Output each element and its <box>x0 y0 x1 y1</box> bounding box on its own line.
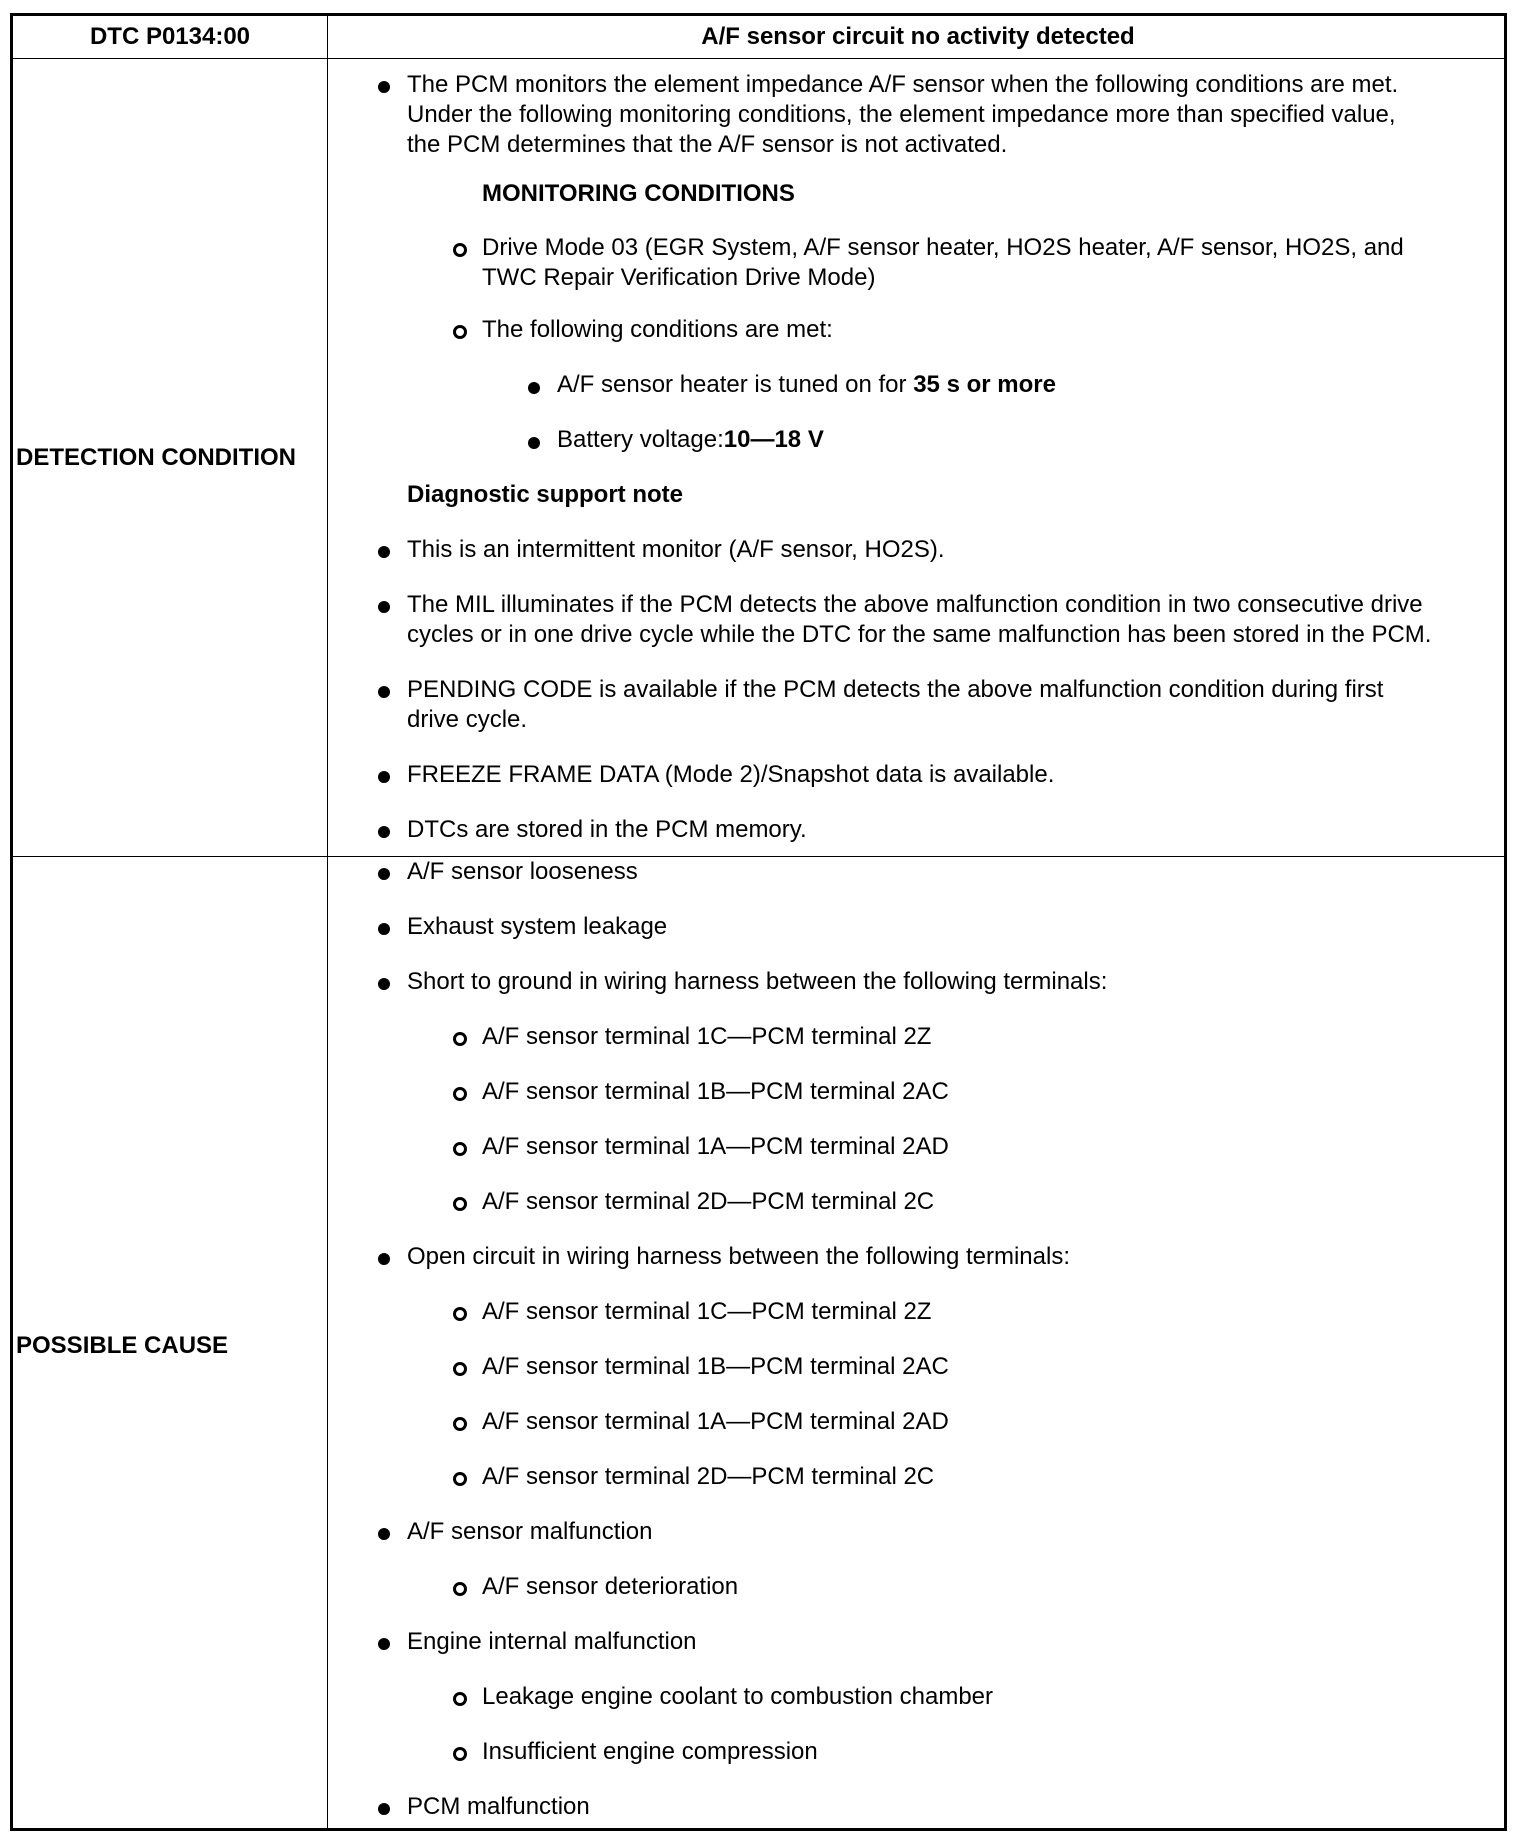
bullet-icon <box>378 1253 390 1265</box>
circle-bullet-icon <box>453 1582 467 1596</box>
battery-condition-label: Battery voltage: <box>557 426 724 453</box>
terminal-item: A/F sensor terminal 2D—PCM terminal 2C <box>482 1188 935 1215</box>
circle-bullet-icon <box>453 1142 467 1156</box>
circle-bullet-icon <box>453 1362 467 1376</box>
cause-item: Engine internal malfunction <box>407 1628 697 1655</box>
circle-bullet-icon <box>453 1417 467 1431</box>
drive-mode-text <box>482 233 1404 293</box>
following-conditions: The following conditions are met: <box>482 316 833 343</box>
detection-condition-label: DETECTION CONDITION <box>16 444 296 471</box>
support-note-line: cycles or in one drive cycle while the DTC for the same malfunction has been stored in the PCM. <box>407 621 1432 648</box>
terminal-item: A/F sensor terminal 1B—PCM terminal 2AC <box>482 1353 949 1380</box>
cause-item: PCM malfunction <box>407 1793 590 1820</box>
bullet-icon <box>528 437 540 449</box>
support-note: FREEZE FRAME DATA (Mode 2)/Snapshot data is available. <box>407 761 1055 788</box>
terminal-item: A/F sensor terminal 1B—PCM terminal 2AC <box>482 1078 949 1105</box>
circle-bullet-icon <box>453 1197 467 1211</box>
intro-line: the PCM determines that the A/F sensor is not activated. <box>407 131 1008 158</box>
drive-mode-line: Drive Mode 03 (EGR System, A/F sensor heater, HO2S heater, A/F sensor, HO2S, and <box>482 234 1404 261</box>
heater-condition-label: A/F sensor heater is tuned on for <box>557 371 914 398</box>
support-note-line: drive cycle. <box>407 706 528 733</box>
terminal-item: A/F sensor terminal 1A—PCM terminal 2AD <box>482 1133 949 1160</box>
circle-bullet-icon <box>453 1692 467 1706</box>
circle-bullet-icon <box>453 1087 467 1101</box>
support-heading: Diagnostic support note <box>407 481 683 508</box>
circle-bullet-icon <box>453 1747 467 1761</box>
intro-line: Under the following monitoring conditions, the element impedance more than specified value, <box>407 101 1396 128</box>
cause-item: A/F sensor malfunction <box>407 1518 653 1545</box>
bullet-icon <box>378 1803 390 1815</box>
column-divider <box>327 16 328 1828</box>
support-note: This is an intermittent monitor (A/F sensor, HO2S). <box>407 536 945 563</box>
terminal-item: A/F sensor terminal 1C—PCM terminal 2Z <box>482 1298 932 1325</box>
heater-condition <box>557 370 1056 400</box>
cause-item: A/F sensor looseness <box>407 858 638 885</box>
bullet-icon <box>378 868 390 880</box>
intro-line: The PCM monitors the element impedance A/F sensor when the following conditions are met. <box>407 71 1399 98</box>
bullet-icon <box>378 978 390 990</box>
dtc-table <box>10 13 1507 1831</box>
support-note-line: The MIL illuminates if the PCM detects the above malfunction condition in two consecutive drive <box>407 591 1423 618</box>
header-divider <box>13 58 1504 59</box>
bullet-icon <box>378 826 390 838</box>
terminal-item: A/F sensor terminal 1C—PCM terminal 2Z <box>482 1023 932 1050</box>
sub-cause-item: Insufficient engine compression <box>482 1738 818 1765</box>
sub-cause-item: A/F sensor deterioration <box>482 1573 739 1600</box>
support-note <box>407 675 1383 735</box>
bullet-icon <box>378 1528 390 1540</box>
cause-item: Open circuit in wiring harness between the following terminals: <box>407 1243 1070 1270</box>
dtc-code: DTC P0134:00 <box>89 23 251 50</box>
cause-item: Short to ground in wiring harness between the following terminals: <box>407 968 1108 995</box>
bullet-icon <box>378 546 390 558</box>
battery-condition <box>557 425 824 455</box>
terminal-item: A/F sensor terminal 2D—PCM terminal 2C <box>482 1463 935 1490</box>
circle-bullet-icon <box>453 1307 467 1321</box>
possible-cause-label: POSSIBLE CAUSE <box>16 1332 229 1359</box>
terminal-item: A/F sensor terminal 1A—PCM terminal 2AD <box>482 1408 949 1435</box>
heater-condition-value: 35 s or more <box>913 371 1056 398</box>
bullet-icon <box>378 601 390 613</box>
bullet-icon <box>378 686 390 698</box>
battery-condition-value: 10—18 V <box>723 426 824 453</box>
monitoring-heading: MONITORING CONDITIONS <box>482 180 795 207</box>
bullet-icon <box>378 923 390 935</box>
drive-mode-line: TWC Repair Verification Drive Mode) <box>482 264 876 291</box>
bullet-icon <box>378 771 390 783</box>
sub-cause-item: Leakage engine coolant to combustion chamber <box>482 1683 994 1710</box>
dtc-title: A/F sensor circuit no activity detected <box>701 23 1135 50</box>
support-note <box>407 590 1431 650</box>
support-note-line: PENDING CODE is available if the PCM detects the above malfunction condition during first <box>407 676 1384 703</box>
bullet-icon <box>378 1638 390 1650</box>
intro-text <box>407 70 1398 160</box>
circle-bullet-icon <box>453 325 467 339</box>
support-note: DTCs are stored in the PCM memory. <box>407 816 807 843</box>
row-divider <box>13 856 1504 857</box>
circle-bullet-icon <box>453 1032 467 1046</box>
circle-bullet-icon <box>453 1472 467 1486</box>
bullet-icon <box>378 81 390 93</box>
cause-item: Exhaust system leakage <box>407 913 668 940</box>
circle-bullet-icon <box>453 243 467 257</box>
bullet-icon <box>528 382 540 394</box>
